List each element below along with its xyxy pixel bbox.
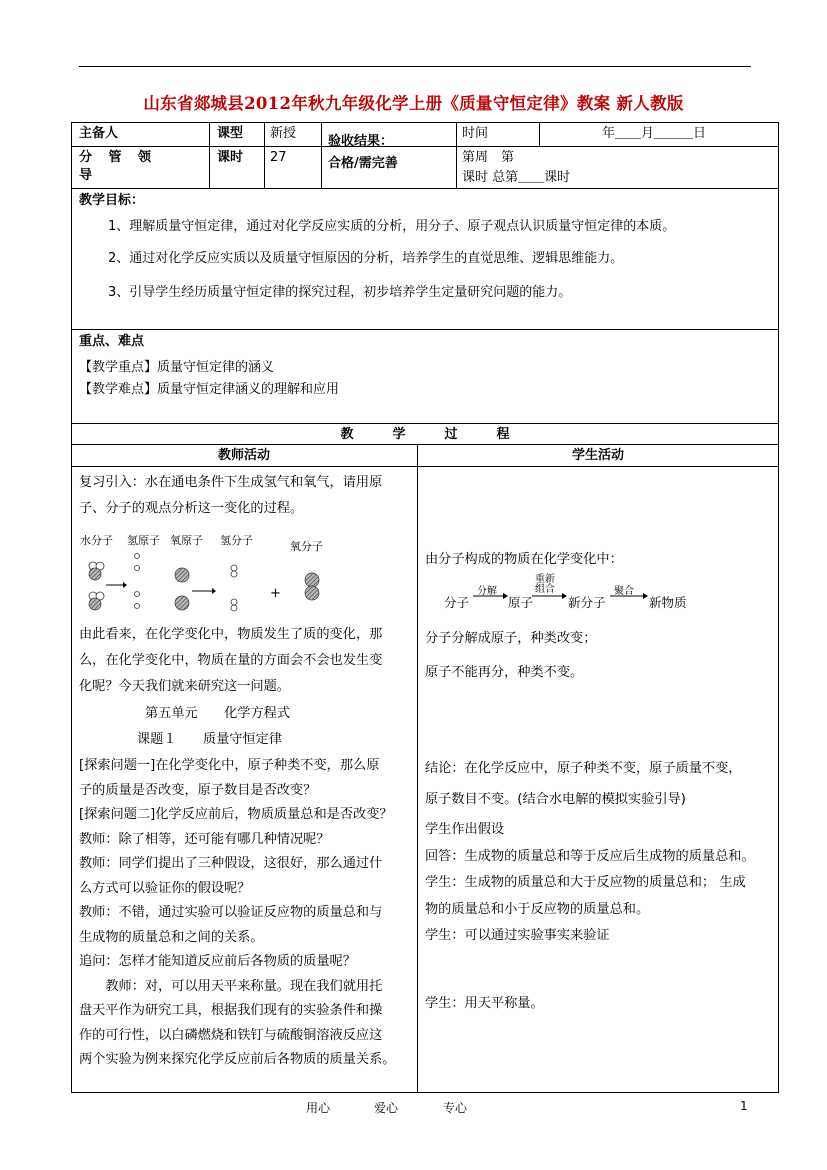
teacher-exploration: [探索问题一]在化学变化中，原子种类不变，那么原 子的质量是否改变，原子数目是否改变？ [探索问题二]化学反应前后，物质质量总和是否改变？ 教师：除了相等，还可能有哪几种情况呢？ 教师：同学们提出了三种假设，这很好，那么通过什 么方式可以验证你的假设呢？ 教师：不错，通过实验可以验证反应物的质量总和与 生成物的质量总和之间的关系。 追问：怎样才能知道反应前后各物质的质量呢？ 教师：对，可以用天平来称量。现在我们就用托 盘天平作为研究工具，根据我们现有的实验条件和操 作的可行性，以白磷燃烧和铁钉与硫酸铜溶液反应这 两个实验为例来探究化学反应前后各物质的质量关系。 bbox=[79, 758, 396, 1067]
diagram-label: 氢原子 bbox=[127, 534, 160, 547]
row-line bbox=[71, 466, 779, 467]
flow-arrows bbox=[444, 582, 704, 618]
flow-arrow-label: 聚合 bbox=[614, 586, 634, 597]
footer-item: 专心 bbox=[443, 1101, 468, 1115]
diagram-label: 氧分子 bbox=[290, 540, 323, 553]
preparer-label: 主备人 bbox=[79, 126, 119, 141]
col-line bbox=[417, 444, 418, 1093]
footer-item: 爱心 bbox=[374, 1101, 399, 1115]
keypoints-heading: 重点、难点 bbox=[79, 334, 145, 349]
teaching-difficulty: 【教学难点】质量守恒定律涵义的理解和应用 bbox=[79, 382, 340, 397]
row-line bbox=[71, 423, 779, 424]
teacher-transition: 由此看来，在化学变化中，物质发生了质的变化，那 么，在化学变化中，物质在量的方面会不会也发生变 化呢？今天我们就来研究这一问题。 bbox=[79, 627, 383, 694]
header-rule bbox=[79, 66, 751, 67]
reaction-flow-diagram bbox=[444, 574, 704, 618]
period-label: 课时 bbox=[217, 150, 244, 165]
week-line: 第周 第 bbox=[462, 150, 515, 165]
page-number: 1 bbox=[740, 1099, 748, 1113]
acceptance-value: 合格/需完善 bbox=[328, 156, 398, 171]
leader-label: 分 管 领 bbox=[79, 150, 158, 165]
teacher-column-header: 教师活动 bbox=[217, 448, 270, 463]
time-label: 时间 bbox=[462, 126, 489, 141]
student-observation: 分子分解成原子，种类改变； 原子不能再分，种类不变。 bbox=[425, 631, 597, 680]
diagram-label: 氢分子 bbox=[220, 534, 253, 547]
col-line bbox=[321, 122, 322, 188]
document-title: 山东省郯城县2012年秋九年级化学上册《质量守恒定律》教案 新人教版 bbox=[143, 94, 684, 113]
teaching-focus: 【教学重点】质量守恒定律的涵义 bbox=[79, 360, 275, 375]
student-column-header: 学生活动 bbox=[571, 448, 624, 463]
flow-node: 分子 bbox=[444, 595, 470, 610]
col-line bbox=[539, 122, 540, 146]
flow-intro: 由分子构成的物质在化学变化中： bbox=[425, 552, 623, 567]
diagram-label: 氧原子 bbox=[170, 534, 203, 547]
flow-node: 原子 bbox=[508, 595, 534, 610]
type-value: 新授 bbox=[270, 126, 297, 141]
col-line bbox=[456, 122, 457, 188]
flow-arrow-label: 分解 bbox=[477, 586, 497, 597]
leader-label-2: 导 bbox=[79, 168, 93, 183]
type-label: 课型 bbox=[217, 126, 244, 141]
row-line bbox=[71, 146, 779, 147]
plus-sign: + bbox=[270, 586, 281, 601]
molecule-drawing bbox=[80, 530, 410, 622]
row-line bbox=[71, 444, 779, 445]
lesson-title: 课题１ 质量守恒定律 bbox=[137, 732, 283, 747]
objective-item: 1、理解质量守恒定律，通过对化学反应实质的分析，用分子、原子观点认识质量守恒定律的本质。 bbox=[108, 219, 676, 234]
col-line bbox=[209, 122, 210, 188]
flow-node: 新物质 bbox=[649, 595, 687, 610]
process-heading: 教 学 过 程 bbox=[340, 427, 510, 442]
acceptance-label: 验收结果： bbox=[328, 134, 394, 149]
objectives-heading: 教学目标： bbox=[79, 193, 145, 208]
footer-item: 用心 bbox=[306, 1101, 331, 1115]
water-electrolysis-diagram bbox=[80, 530, 410, 622]
flow-arrow-label: 重新组合 bbox=[535, 574, 555, 595]
col-line bbox=[264, 122, 265, 188]
student-hypotheses: 学生作出假设 回答：生成物的质量总和等于反应后生成物的质量总和。 学生：生成物的质量总和大于反应物的质量总和； 生成 物的质量总和小于反应物的质量总和。 学生：可以通过实验事实来验证 bbox=[425, 822, 755, 943]
unit-title: 第五单元 化学方程式 bbox=[145, 706, 291, 721]
diagram-label: 水分子 bbox=[80, 534, 113, 547]
row-line bbox=[71, 329, 779, 330]
teacher-intro: 复习引入：水在通电条件下生成氢气和氧气，请用原 子、分子的观点分析这一变化的过程。 bbox=[79, 475, 383, 516]
date-field: 年＿＿月＿＿＿日 bbox=[602, 126, 707, 141]
row-line bbox=[71, 188, 779, 189]
student-weigh: 学生：用天平称量。 bbox=[425, 996, 544, 1011]
objective-item: 3、引导学生经历质量守恒定律的探究过程，初步培养学生定量研究问题的能力。 bbox=[108, 285, 572, 300]
period-value: 27 bbox=[270, 150, 287, 165]
objective-item: 2、通过对化学反应实质以及质量守恒原因的分析，培养学生的直觉思维、逻辑思维能力。 bbox=[108, 251, 624, 266]
flow-node: 新分子 bbox=[568, 595, 606, 610]
period-total-line: 课时 总第＿＿课时 bbox=[462, 170, 571, 185]
student-conclusion: 结论：在化学反应中，原子种类不变，原子质量不变， 原子数目不变。(结合水电解的模拟实验引导) bbox=[425, 761, 742, 807]
